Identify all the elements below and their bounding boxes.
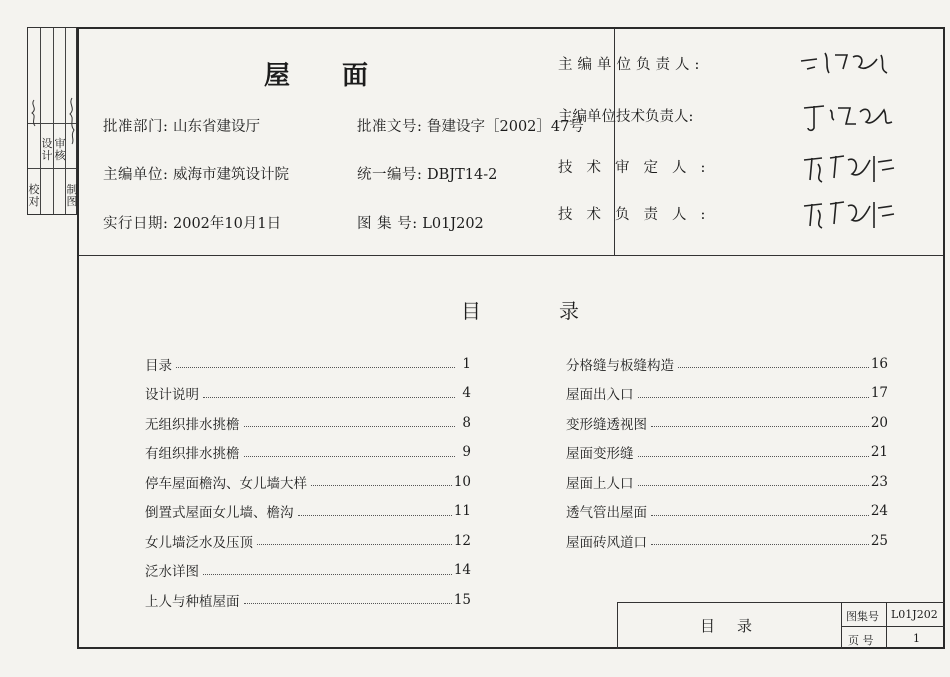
toc-entry-title: 上人与种植屋面 [145, 590, 242, 610]
toc-entry[interactable] [566, 467, 888, 497]
toc-entry[interactable] [145, 379, 471, 409]
toc-leader-dots [311, 485, 452, 486]
toc-entry[interactable] [145, 526, 471, 556]
toc-entry-title: 泛水详图 [145, 560, 201, 580]
toc-leader-dots [651, 515, 869, 516]
responsible-row [558, 53, 713, 74]
toc-entry-page: 25 [870, 532, 888, 549]
toc-entry-title: 屋面变形缝 [566, 442, 636, 462]
toc-entry-page: 10 [453, 473, 471, 490]
toc-leader-dots [244, 456, 456, 457]
toc-entry-page: 24 [870, 503, 888, 520]
toc-entry-page: 12 [453, 532, 471, 549]
strip-label-check: 校对 [28, 183, 40, 208]
signature-technical-icon [800, 194, 900, 234]
editor-unit: 主编单位: 威海市建筑设计院 [103, 167, 289, 183]
responsible-label: 技术负责人: [558, 207, 720, 223]
toc-entry-title: 分格缝与板缝构造 [566, 354, 676, 374]
toc-entry-title: 设计说明 [145, 383, 201, 403]
page-title: 屋面 [264, 61, 421, 91]
toc-entry[interactable] [145, 467, 471, 497]
header-divider [79, 255, 943, 256]
approve-doc: 批准文号: 鲁建设字［2002］47号 [357, 119, 584, 135]
toc-leader-dots [203, 574, 452, 575]
toc-entry-page: 16 [870, 355, 888, 372]
toc-leader-dots [244, 603, 452, 604]
strip-label-review: 审核 [54, 137, 66, 162]
responsible-label: 主编单位技术负责人: [558, 109, 694, 125]
toc-entry-page: 23 [870, 473, 888, 490]
toc-entry[interactable] [145, 497, 471, 527]
toc-entry-title: 屋面出入口 [566, 383, 636, 403]
toc-leader-dots [298, 515, 452, 516]
responsible-label: 技术审定人: [558, 160, 720, 176]
atlas-number: 图 集 号: L01J202 [357, 216, 484, 232]
toc-entry-title: 屋面上人口 [566, 472, 636, 492]
toc-entry-title: 停车屋面檐沟、女儿墙大样 [145, 472, 309, 492]
implementation-date: 实行日期: 2002年10月1日 [103, 216, 282, 232]
toc-entry-title: 变形缝透视图 [566, 413, 649, 433]
toc-entry[interactable] [145, 438, 471, 468]
toc-right-column [566, 349, 888, 556]
toc-leader-dots [638, 456, 869, 457]
toc-entry-page: 20 [870, 414, 888, 431]
toc-leader-dots [651, 544, 869, 545]
signature-reviewer-icon [800, 148, 900, 188]
toc-entry-page: 4 [462, 385, 471, 402]
toc-entry-page: 14 [453, 562, 471, 579]
toc-leader-dots [176, 367, 455, 368]
toc-title: 目录 [461, 299, 657, 323]
toc-left-column [145, 349, 471, 615]
toc-entry[interactable] [145, 349, 471, 379]
toc-entry[interactable] [566, 408, 888, 438]
responsible-row [558, 105, 713, 126]
toc-entry-title: 屋面砖风道口 [566, 531, 649, 551]
toc-leader-dots [638, 485, 869, 486]
title-block-title: 目录 [700, 617, 775, 635]
responsible-row [558, 156, 720, 177]
toc-entry-page: 15 [453, 591, 471, 608]
page-label: 页 号 [848, 634, 874, 647]
toc-entry[interactable] [566, 438, 888, 468]
page-value: 1 [913, 632, 920, 645]
toc-entry-page: 1 [462, 355, 471, 372]
responsible-row [558, 203, 720, 224]
toc-entry-title: 透气管出屋面 [566, 501, 649, 521]
strip-label-drawing: 制图 [66, 183, 78, 208]
atlas-value: L01J202 [891, 608, 938, 621]
toc-entry-page: 17 [870, 385, 888, 402]
responsible-label: 主编单位负责人: [558, 57, 705, 73]
strip-label-design: 设计 [41, 137, 53, 162]
toc-entry[interactable] [145, 556, 471, 586]
toc-entry-title: 有组织排水挑檐 [145, 442, 242, 462]
toc-entry[interactable] [145, 585, 471, 615]
toc-entry-title: 目录 [145, 354, 174, 374]
toc-entry-page: 11 [453, 503, 471, 520]
toc-entry[interactable] [566, 349, 888, 379]
toc-entry-title: 女儿墙泛水及压顶 [145, 531, 255, 551]
toc-leader-dots [678, 367, 869, 368]
atlas-label: 图集号 [846, 610, 879, 623]
toc-entry-title: 无组织排水挑檐 [145, 413, 242, 433]
toc-leader-dots [257, 544, 452, 545]
toc-entry[interactable] [566, 526, 888, 556]
title-block [617, 602, 945, 649]
toc-entry-page: 21 [870, 444, 888, 461]
toc-entry-page: 8 [462, 414, 471, 431]
toc-entry-page: 9 [462, 444, 471, 461]
toc-leader-dots [651, 426, 869, 427]
signature-strip [27, 27, 77, 215]
unified-number: 统一编号: DBJT14-2 [357, 167, 498, 183]
toc-entry[interactable] [145, 408, 471, 438]
toc-leader-dots [638, 397, 869, 398]
toc-entry[interactable] [566, 497, 888, 527]
strip-signature-icon [29, 98, 40, 128]
toc-leader-dots [244, 426, 456, 427]
signature-tech-chief-icon [800, 98, 900, 136]
signature-chief-icon [795, 45, 895, 81]
toc-leader-dots [203, 397, 455, 398]
toc-entry-title: 倒置式屋面女儿墙、檐沟 [145, 501, 296, 521]
toc-entry[interactable] [566, 379, 888, 409]
approve-dept: 批准部门: 山东省建设厅 [103, 119, 260, 135]
